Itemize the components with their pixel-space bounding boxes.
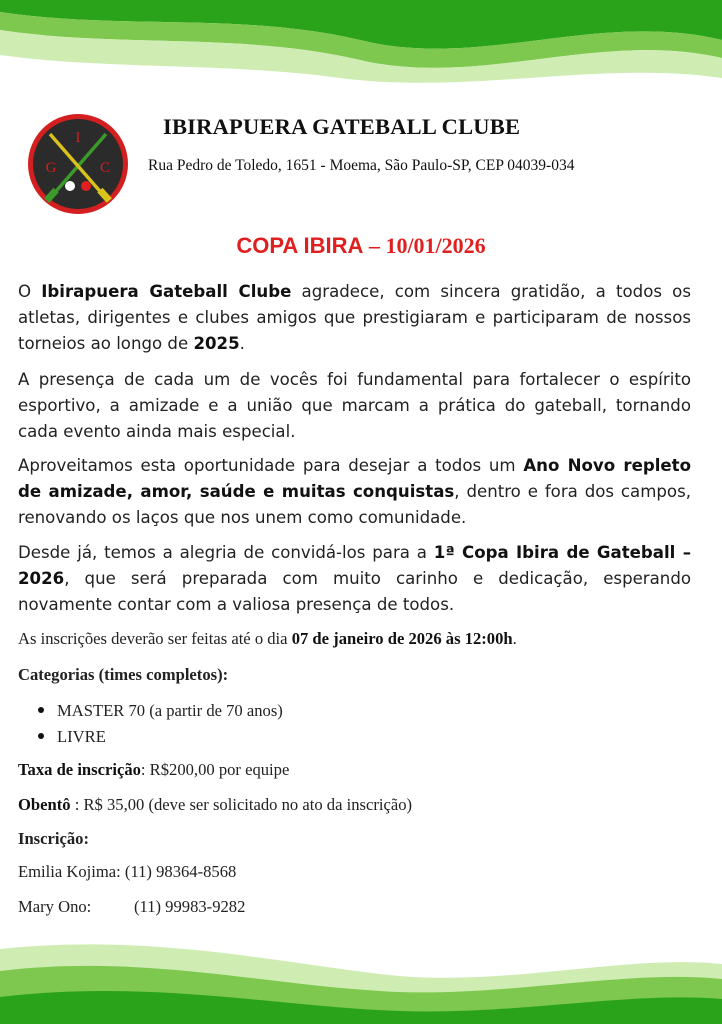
event-date: 10/01/2026 — [385, 233, 486, 258]
thanks-paragraph — [18, 279, 691, 357]
event-name: COPA IBIRA — [236, 233, 364, 258]
cup-name-bold: 1ª Copa Ibira de Gateball – 2026 — [18, 543, 691, 588]
categories-list — [38, 699, 283, 751]
text-run: As inscrições deverão ser feitas até o dia — [18, 629, 292, 648]
logo-letter-g: G — [45, 160, 57, 176]
obento-price — [18, 795, 412, 815]
logo-letter-c: C — [99, 160, 111, 176]
text-run: Aproveitamos esta oportunidade para desejar a todos um — [18, 456, 524, 475]
club-name-bold: Ibirapuera Gateball Clube — [41, 282, 292, 301]
club-logo — [26, 112, 130, 216]
invitation-paragraph — [18, 540, 691, 618]
contact-emilia — [18, 862, 236, 882]
new-year-paragraph — [18, 453, 691, 531]
club-address: Rua Pedro de Toledo, 1651 - Moema, São Paulo-SP, CEP 04039-034 — [148, 157, 575, 174]
list-item — [38, 699, 283, 725]
contact-name: Mary Ono: — [18, 897, 92, 916]
deadline-bold: 07 de janeiro de 2026 às 12:00h — [291, 629, 513, 648]
inscription-label: Inscrição: — [18, 829, 89, 848]
event-title — [0, 233, 722, 259]
text-run: agradece, com sincera gratidão, a todos os atletas, dirigentes e clubes amigos que prestigiaram e participaram de nossos torneios ao longo de — [18, 282, 691, 353]
presence-paragraph: A presença de cada um de vocês foi fundamental para fortalecer o espírito esportivo, a amizade e a união que marcam a prática do gateball, tornando cada evento ainda mais especial. — [18, 370, 691, 441]
logo-letter-i: I — [75, 130, 81, 146]
category-livre: LIVRE — [57, 727, 106, 746]
new-year-bold: Ano Novo repleto de amizade, amor, saúde e muitas conquistas — [18, 456, 691, 501]
registration-deadline — [18, 629, 517, 649]
club-name: IBIRAPUERA GATEBALL CLUBE — [163, 114, 521, 139]
fee-value: : R$200,00 por equipe — [140, 760, 290, 779]
text-run: , que será preparada com muito carinho e dedicação, esperando novamente contar com a valiosa presença de todos. — [18, 569, 691, 614]
text-run: , dentro e fora dos campos, renovando os laços que nos unem como comunidade. — [18, 482, 691, 527]
text-run: . — [239, 334, 245, 353]
text-run: Desde já, temos a alegria de convidá-los para a — [18, 543, 434, 562]
top-wave-decoration — [0, 0, 722, 95]
contact-mary — [18, 897, 245, 917]
contact-name: Emilia Kojima: — [18, 862, 121, 881]
event-dash: – — [363, 233, 386, 258]
categories-label: Categorias (times completos): — [18, 665, 229, 684]
obento-value: : R$ 35,00 (deve ser solicitado no ato da inscrição) — [70, 795, 413, 814]
text-run: . — [512, 629, 517, 648]
category-master-70: MASTER 70 (a partir de 70 anos) — [57, 701, 283, 720]
contact-phone: (11) 98364-8568 — [120, 862, 237, 881]
bottom-wave-decoration — [0, 929, 722, 1024]
text-run: O — [18, 282, 42, 301]
list-item — [38, 725, 283, 751]
bullet-icon — [38, 733, 44, 739]
contact-phone: (11) 99983-9282 — [134, 897, 246, 916]
obento-label: Obentô — [18, 795, 71, 814]
bullet-icon — [38, 707, 44, 713]
fee-label: Taxa de inscrição — [18, 760, 141, 779]
registration-fee — [18, 760, 289, 780]
year-bold: 2025 — [193, 334, 240, 353]
